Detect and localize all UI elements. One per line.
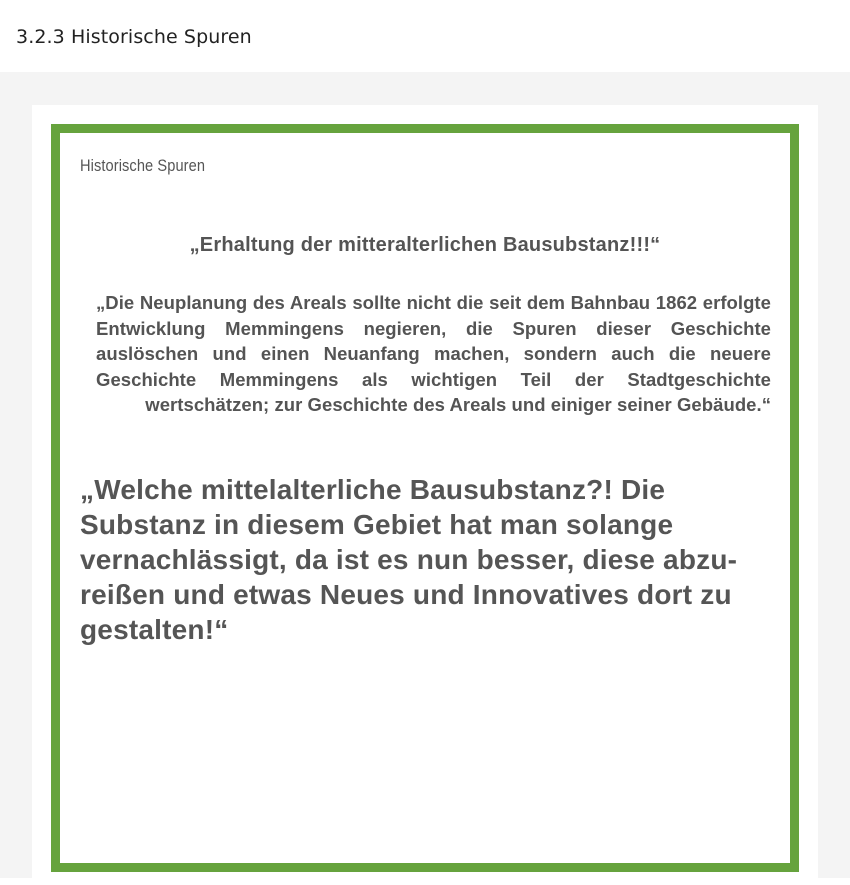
page-header <box>0 0 850 72</box>
quote-title: „Erhaltung der mitteralterlichen Bausubstanz!!!“ <box>189 234 661 256</box>
document-viewer[interactable] <box>0 72 850 878</box>
reply-quote: „Welche mittelalterliche Bausubstanz?! Die Substanz in diesem Gebiet hat man solange vernachlässigt, da ist es nun besser, diese abzureißen und etwas Neues und Innovatives dort zu gestalten!“ <box>80 474 737 645</box>
quote-body: „Die Neuplanung des Areals sollte nicht die seit dem Bahnbau 1862 erfolgte Entwicklung Memmingens negieren, die Spuren dieser Geschichte auslöschen und einen Neuanfang machen, sondern auch die neuere Geschichte Memmingens als wichtigen Teil der Stadtgeschichte wertschätzen; zur Geschichte des Areals und einiger seiner Gebäude.“ <box>96 292 771 415</box>
slide-frame <box>51 124 799 872</box>
slide-page <box>32 105 818 885</box>
slide-label: Historische Spuren <box>80 156 206 175</box>
page-title: 3.2.3 Historische Spuren <box>16 26 252 48</box>
